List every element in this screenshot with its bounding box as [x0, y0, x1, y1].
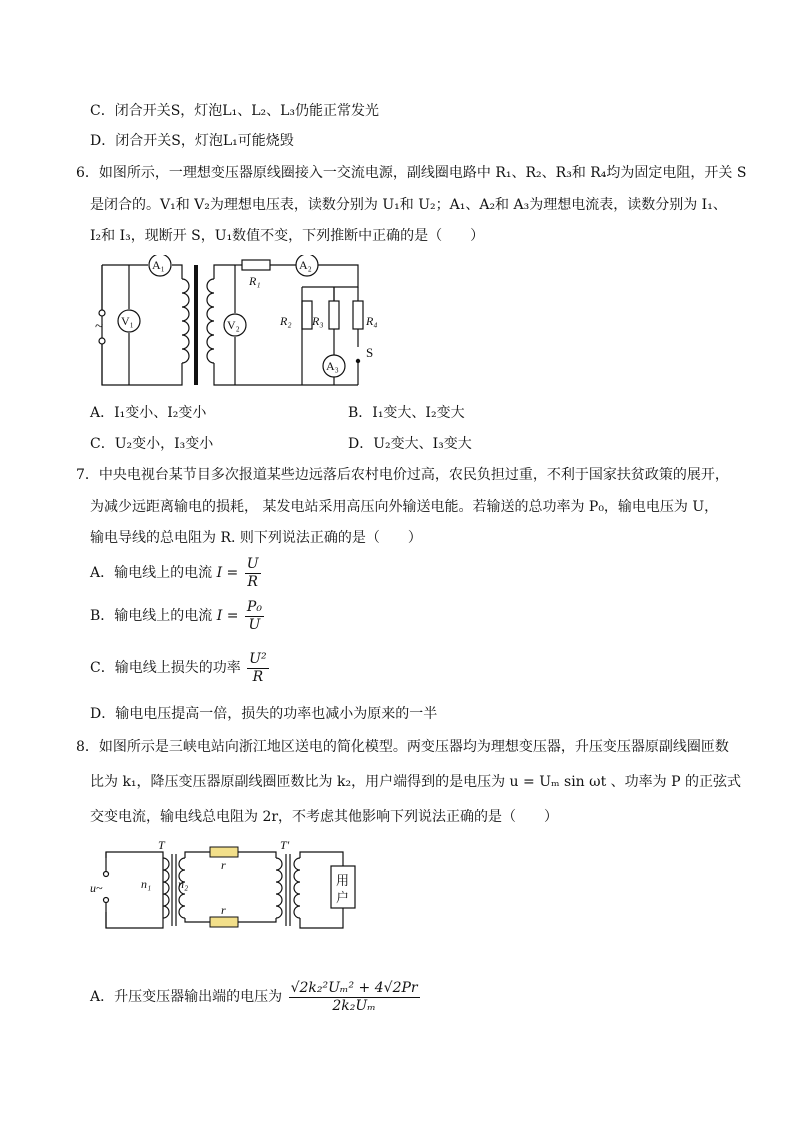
q7-option-b-text: B．输电线上的电流 [90, 608, 213, 624]
q7-option-a-text: A．输电线上的电流 [90, 565, 213, 581]
q7-option-b [90, 596, 266, 636]
q6-v2-label: V₂ [227, 318, 240, 332]
q7-option-b-fraction [245, 599, 264, 634]
q6-option-d: D．U₂变大、I₃变大 [348, 436, 472, 452]
q8-option-a [90, 975, 422, 1019]
q8-n2-label: n₂ [178, 877, 189, 891]
q8-stem-line2: 比为 k₁，降压变压器原副线圈匝数比为 k₂，用户端得到的是电压为 u = Uₘ sin ωt 、功率为 P 的正弦式 [90, 774, 741, 790]
q5-option-c: C．闭合开关S，灯泡L₁、L₂、L₃仍能正常发光 [90, 103, 380, 119]
q7-option-b-lhs: I = [216, 608, 239, 624]
q7-option-a-denominator: R [247, 573, 258, 590]
q6-r3-label: R₃ [312, 314, 324, 328]
q7-option-c-fraction [247, 651, 268, 686]
q7-option-b-denominator: U [248, 616, 261, 633]
q7-stem-line3: 输电导线的总电阻为 R. 则下列说法正确的是（ ） [90, 530, 422, 546]
q6-a1-label: A₁ [152, 258, 165, 272]
q7-option-d: D．输电电压提高一倍，损失的功率也减小为原来的一半 [90, 706, 438, 722]
q6-r2-label: R₂ [280, 314, 292, 328]
q7-option-c-numerator: U² [249, 650, 267, 667]
q6-option-b: B．I₁变大、I₂变大 [348, 405, 465, 421]
q6-stem-line1: 6．如图所示，一理想变压器原线圈接入一交流电源，副线圈电路中 R₁、R₂、R₃和 R₄均为固定电阻，开关 S [76, 165, 747, 181]
q8-option-a-denominator: 2k₂Uₘ [332, 997, 376, 1014]
q8-user-label-1: 用 [336, 873, 350, 888]
q6-v1-label: V₁ [121, 314, 134, 328]
q7-stem-line1: 7．中央电视台某节目多次报道某些边远落后农村电价过高，农民负担过重，不利于国家扶贫政策的展开， [76, 467, 729, 483]
q6-r4-label: R₄ [366, 314, 378, 328]
q8-n1-label: n₁ [141, 877, 152, 891]
q8-r-top-label: r [221, 858, 226, 872]
q7-option-a-lhs: I = [216, 565, 239, 581]
q6-a3-label: A₃ [326, 359, 339, 373]
q6-source-symbol: ~ [95, 319, 104, 335]
q7-option-c-text: C．输电线上损失的功率 [90, 660, 241, 676]
q7-option-a [90, 553, 263, 593]
q7-stem-line2: 为减少远距离输电的损耗， 某发电站采用高压向外输送电能。若输送的总功率为 P₀，输电电压为 U， [90, 499, 719, 515]
q6-stem-line2: 是闭合的。V₁和 V₂为理想电压表，读数分别为 U₁和 U₂；A₁、A₂和 A₃为理想电流表，读数分别为 I₁、 [90, 197, 727, 213]
q6-r1-label: R₁ [249, 274, 261, 288]
q6-option-a: A．I₁变小、I₂变小 [90, 405, 207, 421]
q7-option-c [90, 648, 271, 688]
q8-transmission-diagram [88, 836, 368, 936]
q6-stem-line3: I₂和 I₃，现断开 S，U₁数值不变，下列推断中正确的是（ ） [90, 228, 485, 244]
q8-option-a-text: A．升压变压器输出端的电压为 [90, 989, 283, 1005]
q8-T-prime-label: T′ [280, 838, 290, 852]
q6-circuit-diagram [90, 255, 390, 395]
q7-option-a-numerator: U [246, 555, 259, 572]
q8-user-label-2: 户 [336, 890, 350, 905]
q8-stem-line3: 交变电流，输电线总电阻为 2r，不考虑其他影响下列说法正确的是（ ） [90, 809, 559, 825]
q7-option-a-fraction [245, 556, 261, 591]
q8-option-a-numerator: √2k₂²Uₘ² + 4√2Pr [290, 979, 418, 996]
q8-option-a-fraction [289, 980, 420, 1015]
q7-option-b-numerator: P₀ [246, 598, 262, 615]
q8-T-label: T [158, 838, 165, 852]
q7-option-c-denominator: R [252, 668, 264, 685]
q8-stem-line1: 8．如图所示是三峡电站向浙江地区送电的简化模型。两变压器均为理想变压器，升压变压器原副线圈匝数 [76, 739, 729, 755]
q6-switch-label: S [366, 345, 374, 360]
q6-option-c: C．U₂变小，I₃变小 [90, 436, 214, 452]
q8-r-bottom-label: r [221, 903, 226, 917]
q5-option-d: D．闭合开关S，灯泡L₁可能烧毁 [90, 133, 294, 149]
q6-a2-label: A₂ [299, 258, 312, 272]
q8-source-label: u~ [90, 881, 103, 895]
